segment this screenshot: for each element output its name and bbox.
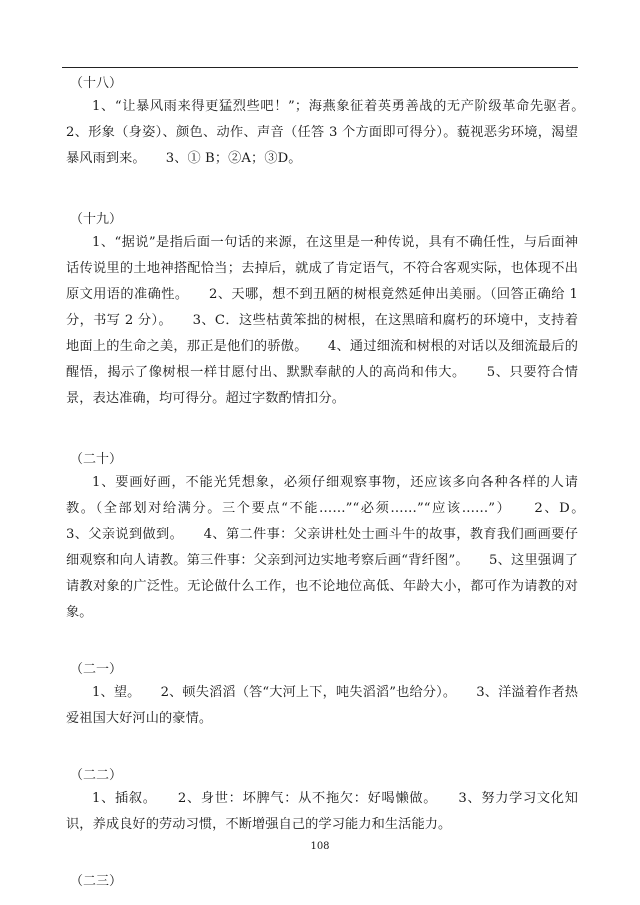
section-19: [66, 210, 578, 412]
section-23: [66, 872, 578, 892]
section-answer-text: 1、“让暴风雨来得更猛烈些吧！”；海燕象征着英勇善战的无产阶级革命先驱者。 2、形象（身姿）、颜色、动作、声音（任答 3 个方面即可得分）。藐视恶劣环境，渴望暴风雨到来。 3、① B；②A；③D。: [66, 99, 605, 166]
header-rule: [62, 67, 578, 68]
section-21: [66, 660, 578, 732]
section-20: [66, 450, 605, 626]
section-spacer: [66, 412, 578, 450]
section-heading: （二三）: [70, 874, 123, 889]
section-heading: （二一）: [70, 662, 123, 677]
section-heading: （十八）: [70, 76, 123, 91]
page-number: 108: [310, 841, 330, 852]
section-answer-text: 1、望。 2、顿失滔滔（答“大河上下，吨失滔滔”也给分）。 3、洋溢着作者热爱祖国大好河山的豪情。: [66, 685, 578, 726]
answer-key-content: [66, 74, 605, 892]
section-heading: （十九）: [70, 212, 123, 227]
section-answer-text: 1、要画好画，不能光凭想象，必须仔细观察事物，还应该多向各种各样的人请教。（全部划对给满分。三个要点“不能……”“必须……”“应该……”） 2、D。 3、父亲说到做到。 4、第二件事：父亲讲杜处士画斗牛的故事，教育我们画画要仔细观察和向人请教。第三件事：父亲到河边实地考察后画“背纤图”。 5、这里强调了请教对象的广泛性。无论做什么工作，也不论地位高低、年龄大小，都可作为请教的对象。: [66, 475, 605, 620]
section-heading: （二二）: [70, 768, 123, 783]
section-spacer: [66, 172, 578, 210]
section-spacer: [66, 626, 578, 660]
section-answer-text: 1、插叙。 2、身世：坏脾气：从不拖欠：好喝懒做。 3、努力学习文化知识，养成良好的劳动习惯，不断增强自己的学习能力和生活能力。: [66, 791, 578, 832]
section-spacer: [66, 732, 578, 766]
section-answer-text: 1、“据说”是指后面一句话的来源，在这里是一种传说，具有不确任性，与后面神话传说里的土地神搭配恰当；去掉后，就成了肯定语气，不符合客观实际，也体现不出原文用语的准确性。 2、天哪，想不到丑陋的树根竟然延伸出美丽。（回答正确给 1 分，书写 2 分）。 3、C．这些枯黄笨拙的树根，在这黑暗和腐朽的环境中，支持着地面上的生命之美，那正是他们的骄傲。 4、通过细流和树根的对话以及细流最后的醒悟，揭示了像树根一样甘愿付出、默默奉献的人的高尚和伟大。 5、只要符合情景，表达准确，均可得分。超过字数酌情扣分。: [66, 235, 578, 406]
section-18: [66, 74, 605, 172]
section-22: [66, 766, 578, 838]
section-heading: （二十）: [70, 452, 123, 467]
